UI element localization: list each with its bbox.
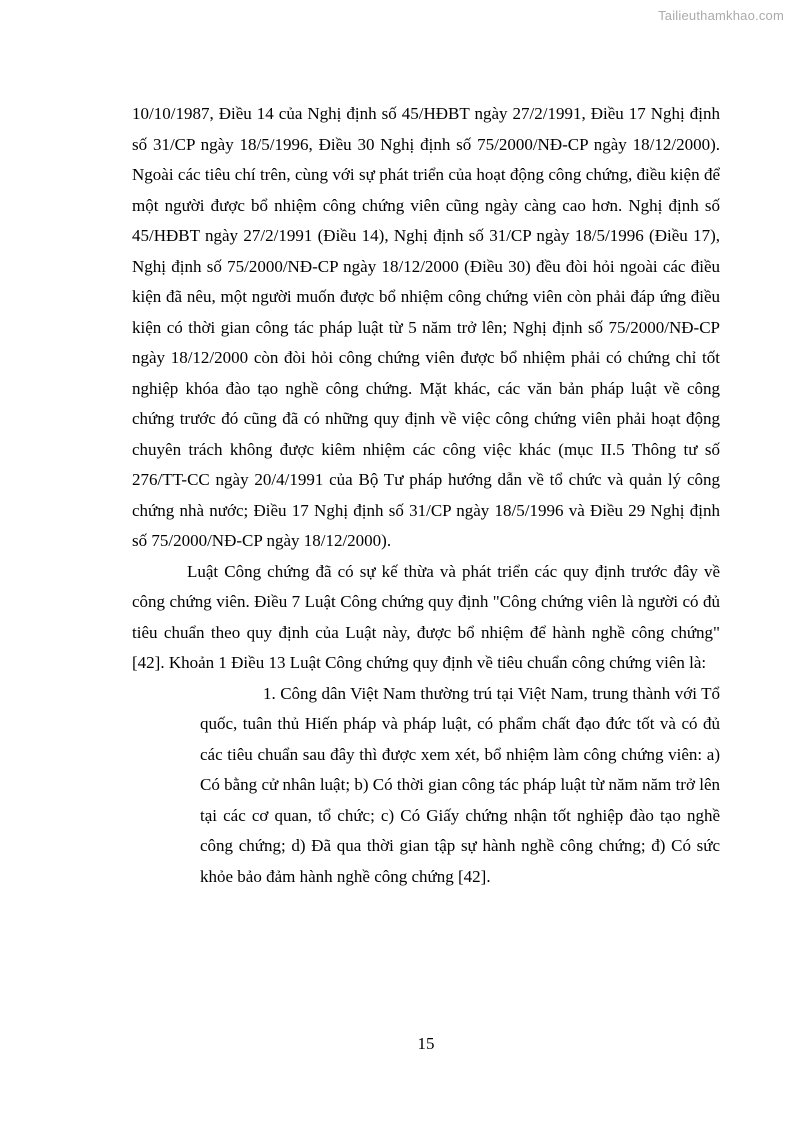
paragraph-luat-cong-chung: Luật Công chứng đã có sự kế thừa và phát triển các quy định trước đây về công chứng viên. Điều 7 Luật Công chứng quy định "Công chứng viên là người có đủ tiêu chuẩn theo quy định của Luật này, được bổ nhiệm để hành nghề công chứng" [42]. Khoản 1 Điều 13 Luật Công chứng quy định về tiêu chuẩn công chứng viên là:: [132, 561, 720, 672]
block-quote-tieu-chuan: 1. Công dân Việt Nam thường trú tại Việt Nam, trung thành với Tổ quốc, tuân thủ Hiến pháp và pháp luật, có phẩm chất đạo đức tốt và có đủ các tiêu chuẩn sau đây thì được xem xét, bổ nhiệm làm công chứng viên: a) Có bằng cử nhân luật; b) Có thời gian công tác pháp luật từ năm năm trở lên tại các cơ quan, tổ chức; c) Có Giấy chứng nhận tốt nghiệp đào tạo nghề công chứng; d) Đã qua thời gian tập sự hành nghề công chứng; đ) Có sức khỏe bảo đảm hành nghề công chứng [42].: [200, 683, 720, 886]
page-number: 15: [417, 1034, 435, 1053]
paragraph-legal-history: 10/10/1987, Điều 14 của Nghị định số 45/HĐBT ngày 27/2/1991, Điều 17 Nghị định số 31/CP ngày 18/5/1996, Điều 30 Nghị định số 75/2000/NĐ-CP ngày 18/12/2000). Ngoài các tiêu chí trên, cùng với sự phát triển của hoạt động công chứng, điều kiện để một người được bổ nhiệm công chứng viên cũng ngày càng cao hơn. Nghị định số 45/HĐBT ngày 27/2/1991 (Điều 14), Nghị định số 31/CP ngày 18/5/1996 (Điều 17), Nghị định số 75/2000/NĐ-CP ngày 18/12/2000 (Điều 30) đều đòi hỏi ngoài các điều kiện đã nêu, một người muốn được bổ nhiệm công chứng viên còn phải đáp ứng điều kiện có thời gian công tác pháp luật từ 5 năm trở lên; Nghị định số 75/2000/NĐ-CP ngày 18/12/2000 còn đòi hỏi công chứng viên được bổ nhiệm phải có chứng chỉ tốt nghiệp khóa đào tạo nghề công chứng. Mặt khác, các văn bản pháp luật về công chứng trước đó cũng đã có những quy định về việc công chứng viên phải hoạt động chuyên trách không được kiêm nhiệm các công việc khác (mục II.5 Thông tư số 276/TT-CC ngày 20/4/1991 của Bộ Tư pháp hướng dẫn về tổ chức và quản lý công chứng nhà nước; Điều 17 Nghị định số 31/CP ngày 18/5/1996 và Điều 29 Nghị định số 75/2000/NĐ-CP ngày 18/12/2000).: [132, 104, 720, 550]
watermark-text: Tailieuthamkhao.com: [658, 8, 784, 23]
page-content: [132, 99, 720, 892]
